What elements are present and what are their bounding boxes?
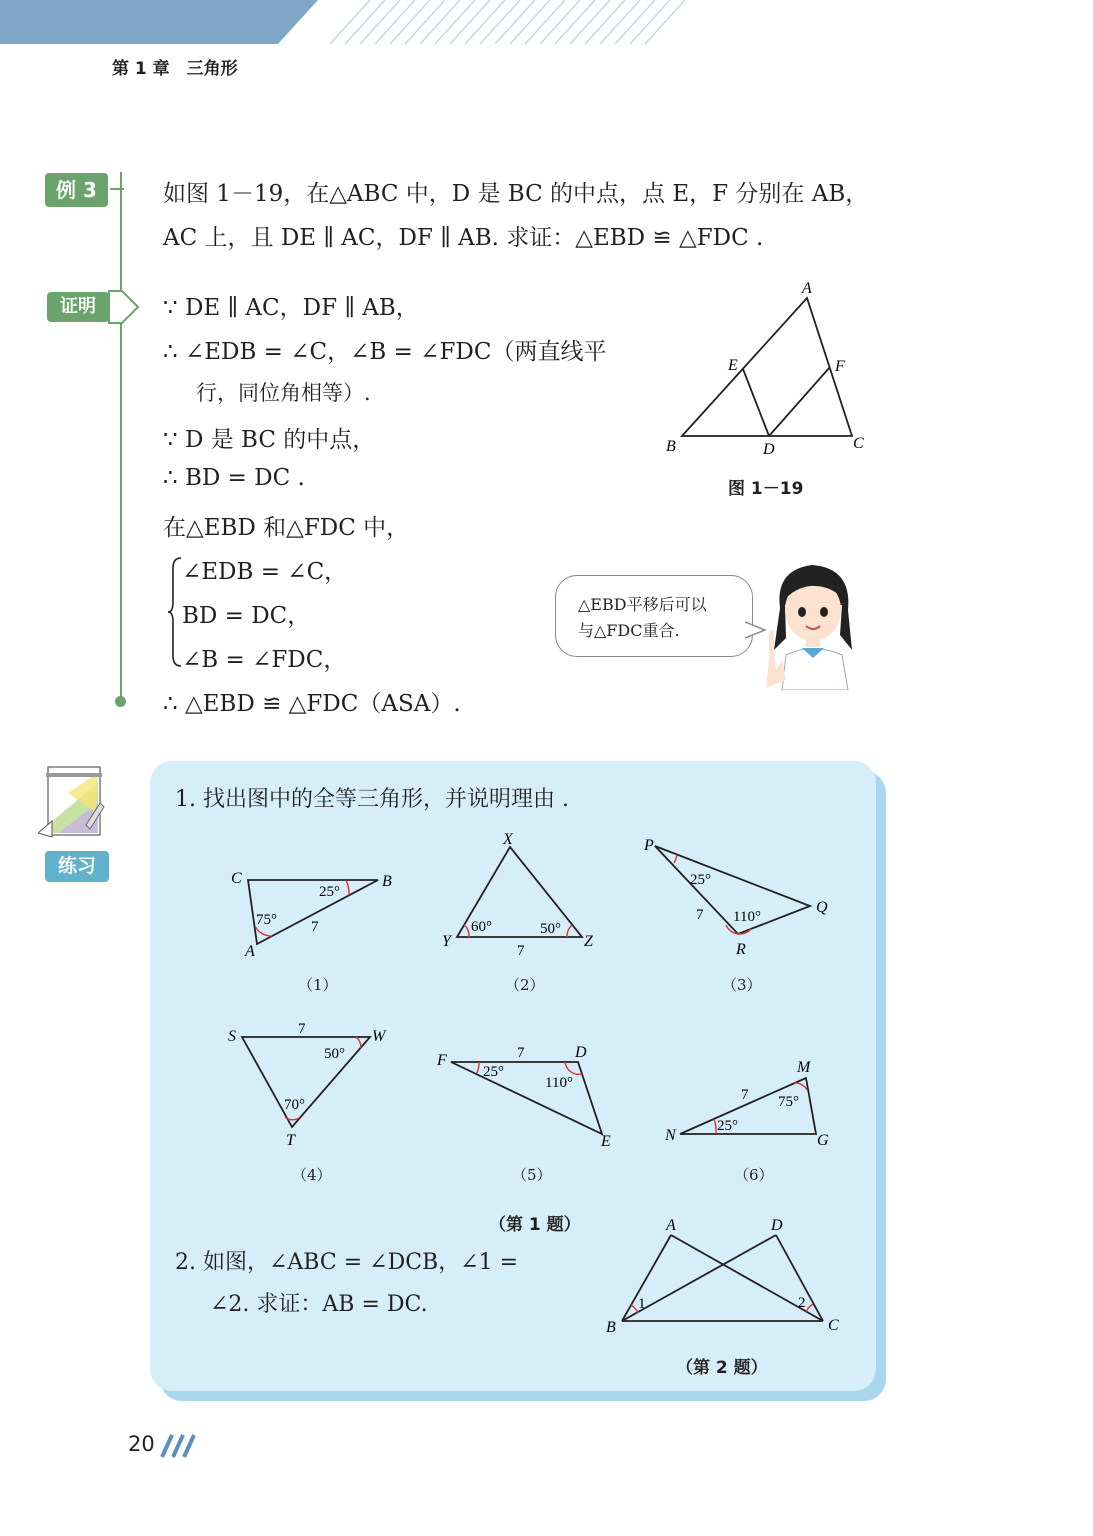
angle-label: 50° bbox=[540, 921, 561, 937]
label: M bbox=[797, 1059, 811, 1076]
angle-label: 50° bbox=[324, 1046, 345, 1062]
example-statement-line2: AC 上，且 DE ∥ AC，DF ∥ AB. 求证：△EBD ≌ △FDC . bbox=[163, 225, 764, 251]
label: W bbox=[372, 1028, 386, 1045]
student-girl-illustration bbox=[760, 560, 865, 690]
example-tag: 例 3 bbox=[45, 173, 108, 207]
figure-caption: （1） bbox=[298, 976, 338, 994]
triangle-figure-4 bbox=[220, 1017, 400, 1152]
label-C: C bbox=[853, 435, 864, 452]
angle-label: 25° bbox=[690, 872, 711, 888]
proof-line: ∴ ∠EDB = ∠C，∠B = ∠FDC（两直线平 bbox=[163, 339, 607, 365]
bubble-text bbox=[578, 592, 748, 644]
side-label: 7 bbox=[311, 919, 319, 935]
page-number: 20 bbox=[128, 1432, 155, 1456]
angle-label: 110° bbox=[545, 1075, 573, 1091]
side-label: 7 bbox=[741, 1087, 749, 1103]
proof-arrow-icon bbox=[108, 290, 140, 324]
label-B: B bbox=[666, 438, 676, 455]
label: X bbox=[503, 831, 513, 848]
system-line: ∠B = ∠FDC， bbox=[182, 647, 347, 673]
label: A bbox=[245, 943, 255, 960]
label: Z bbox=[584, 933, 593, 950]
angle-label: 75° bbox=[256, 912, 277, 928]
system-line: BD = DC， bbox=[182, 603, 311, 629]
label: F bbox=[437, 1052, 447, 1069]
question-2-caption: （第 2 题） bbox=[676, 1358, 768, 1378]
angle-label: 1 bbox=[638, 1296, 646, 1312]
figure-1-19 bbox=[660, 276, 880, 476]
figure-caption: （3） bbox=[722, 976, 762, 994]
system-line: ∠EDB = ∠C， bbox=[182, 559, 348, 585]
label: C bbox=[828, 1317, 839, 1334]
margin-tick bbox=[110, 188, 124, 190]
label-E: E bbox=[728, 357, 738, 374]
figure-caption: 图 1－19 bbox=[728, 479, 804, 499]
proof-line: ∵ D 是 BC 的中点， bbox=[163, 427, 376, 453]
label: Y bbox=[442, 933, 451, 950]
question-2-line2: ∠2. 求证：AB = DC. bbox=[210, 1292, 428, 1317]
label: G bbox=[817, 1132, 829, 1149]
side-label: 7 bbox=[517, 1045, 525, 1061]
triangle-figure-5 bbox=[435, 1040, 625, 1152]
margin-rule bbox=[120, 172, 122, 702]
label: N bbox=[665, 1127, 676, 1144]
practice-tag: 练习 bbox=[45, 851, 109, 882]
question-2-line1: 2. 如图，∠ABC = ∠DCB，∠1 = bbox=[175, 1250, 519, 1275]
question-1-caption: （第 1 题） bbox=[489, 1215, 581, 1235]
figure-caption: （6） bbox=[734, 1166, 774, 1184]
label: D bbox=[771, 1217, 783, 1234]
proof-line: ∴ BD = DC . bbox=[163, 465, 305, 491]
proof-conclusion: ∴ △EBD ≌ △FDC（ASA）. bbox=[163, 691, 461, 717]
label: A bbox=[666, 1217, 676, 1234]
proof-line: ∵ DE ∥ AC，DF ∥ AB， bbox=[163, 295, 419, 321]
proof-line: 在△EBD 和△FDC 中， bbox=[163, 515, 410, 541]
angle-label: 70° bbox=[284, 1097, 305, 1113]
triangle-figure-2 bbox=[440, 825, 605, 960]
label: B bbox=[606, 1319, 616, 1336]
label: R bbox=[736, 941, 746, 958]
margin-dot bbox=[115, 696, 126, 707]
label: E bbox=[601, 1133, 611, 1150]
header-band bbox=[0, 0, 1093, 44]
bubble-line1: △EBD平移后可以 bbox=[578, 595, 707, 614]
triangle-figure-1 bbox=[215, 862, 405, 962]
label-A: A bbox=[802, 280, 812, 297]
proof-tag: 证明 bbox=[47, 292, 109, 322]
question-1: 1. 找出图中的全等三角形，并说明理由 . bbox=[175, 787, 569, 812]
triangle-figure-6 bbox=[660, 1052, 840, 1152]
side-label: 7 bbox=[298, 1021, 306, 1037]
proof-line: 行，同位角相等）. bbox=[196, 381, 371, 405]
practice-notebook-icon bbox=[38, 753, 118, 843]
angle-label: 110° bbox=[733, 909, 761, 925]
angle-label: 2 bbox=[798, 1295, 806, 1311]
angle-label: 25° bbox=[717, 1118, 738, 1134]
angle-label: 60° bbox=[471, 919, 492, 935]
label: D bbox=[575, 1044, 587, 1061]
figure-caption: （4） bbox=[292, 1166, 332, 1184]
label-D: D bbox=[763, 441, 775, 458]
angle-label: 25° bbox=[319, 884, 340, 900]
label: P bbox=[644, 837, 654, 854]
angle-label: 25° bbox=[483, 1064, 504, 1080]
example-statement-line1: 如图 1－19，在△ABC 中，D 是 BC 的中点，点 E，F 分别在 AB， bbox=[163, 181, 869, 207]
chapter-title: 第 1 章 三角形 bbox=[112, 59, 238, 79]
figure-caption: （5） bbox=[512, 1166, 552, 1184]
side-label: 7 bbox=[517, 943, 525, 959]
footer-slash-decoration bbox=[158, 1433, 198, 1459]
figure-caption: （2） bbox=[505, 976, 545, 994]
label: T bbox=[286, 1132, 295, 1149]
label: S bbox=[228, 1028, 236, 1045]
side-label: 7 bbox=[696, 907, 704, 923]
angle-label: 75° bbox=[778, 1094, 799, 1110]
label: B bbox=[382, 873, 392, 890]
label-F: F bbox=[835, 358, 845, 375]
label: C bbox=[231, 870, 242, 887]
question-2-figure bbox=[600, 1212, 850, 1342]
bubble-line2: 与△FDC重合. bbox=[578, 621, 680, 640]
triangle-figure-3 bbox=[640, 832, 840, 962]
label: Q bbox=[816, 899, 828, 916]
